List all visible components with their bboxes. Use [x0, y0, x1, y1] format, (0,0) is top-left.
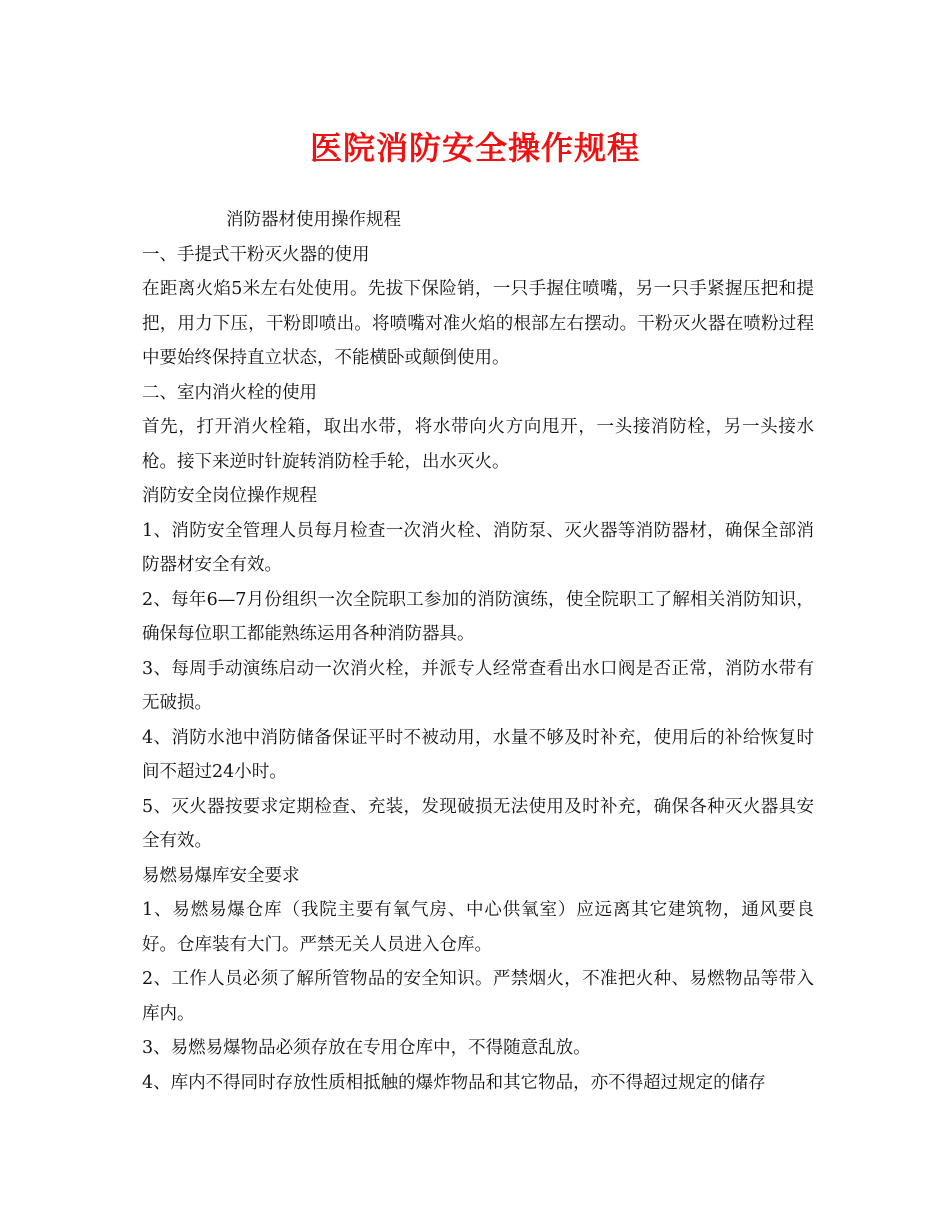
paragraph: 3、每周手动演练启动一次消火栓，并派专人经常查看出水口阀是否正常，消防水带有无破损。 [142, 658, 814, 713]
paragraph: 1、易燃易爆仓库（我院主要有氧气房、中心供氧室）应远离其它建筑物，通风要良好。仓库装有大门。严禁无关人员进入仓库。 [142, 900, 814, 955]
paragraph: 3、易燃易爆物品必须存放在专用仓库中，不得随意乱放。 [142, 1038, 591, 1058]
paragraph: 2、每年6—7月份组织一次全院职工参加的消防演练，使全院职工了解相关消防知识，确保每位职工都能熟练运用各种消防器具。 [142, 589, 814, 644]
paragraph: 消防安全岗位操作规程 [142, 486, 317, 506]
paragraph: 在距离火焰5米左右处使用。先拔下保险销，一只手握住喷嘴，另一只手紧握压把和提把，用力下压，干粉即喷出。将喷嘴对准火焰的根部左右摆动。干粉灭火器在喷粉过程中要始终保持直立状态，不能横卧或颠倒使用。 [142, 279, 814, 368]
paragraph: 4、消防水池中消防储备保证平时不被动用，水量不够及时补充，使用后的补给恢复时间不超过24小时。 [142, 727, 814, 782]
paragraph: 5、灭火器按要求定期检查、充装，发现破损无法使用及时补充，确保各种灭火器具安全有效。 [142, 796, 814, 851]
paragraph: 一、手提式干粉灭火器的使用 [142, 244, 370, 265]
document-title: 医院消防安全操作规程 [309, 129, 640, 167]
section-subtitle: 消防器材使用操作规程 [226, 210, 401, 230]
paragraph: 2、工作人员必须了解所管物品的安全知识。严禁烟火，不准把火种、易燃物品等带入库内。 [142, 969, 814, 1024]
paragraph: 4、库内不得同时存放性质相抵触的爆炸物品和其它物品，亦不得超过规定的储存 [142, 1072, 766, 1093]
paragraph: 易燃易爆库安全要求 [142, 865, 300, 886]
paragraph: 二、室内消火栓的使用 [142, 382, 317, 403]
paragraph: 1、消防安全管理人员每月检查一次消火栓、消防泵、灭火器等消防器材，确保全部消防器材安全有效。 [142, 520, 814, 575]
paragraph: 首先，打开消火栓箱，取出水带，将水带向火方向甩开，一头接消防栓，另一头接水枪。接下来逆时针旋转消防栓手轮，出水灭火。 [142, 417, 814, 472]
document-body [142, 203, 814, 1100]
